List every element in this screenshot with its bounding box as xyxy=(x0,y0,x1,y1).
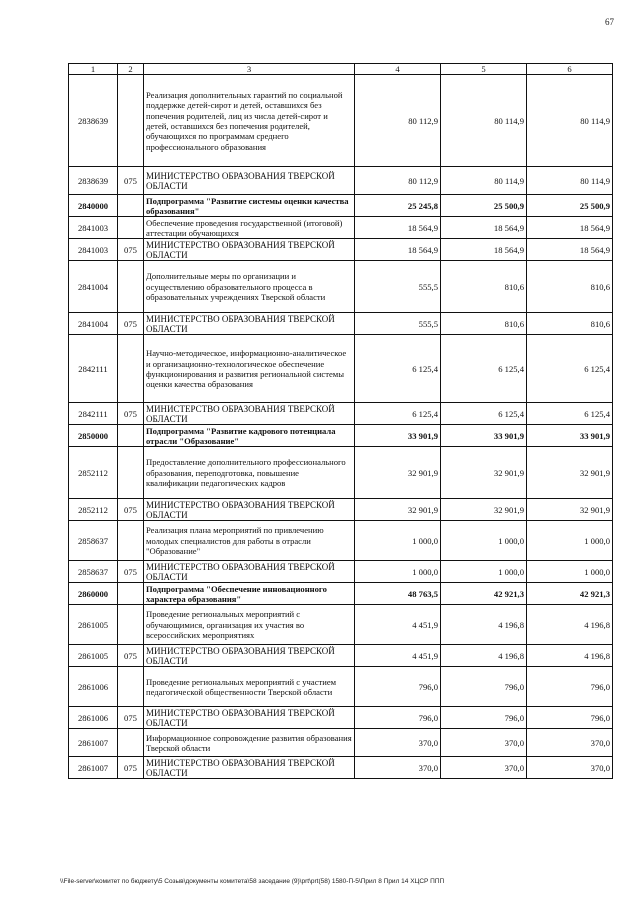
value-col5-cell: 6 125,4 xyxy=(441,403,527,425)
value-col6-cell: 796,0 xyxy=(527,707,613,729)
value-col4-cell: 370,0 xyxy=(355,757,441,779)
description-cell: МИНИСТЕРСТВО ОБРАЗОВАНИЯ ТВЕРСКОЙ ОБЛАСТИ xyxy=(144,313,355,335)
kvr-cell: 075 xyxy=(118,313,144,335)
column-number-header: 5 xyxy=(441,64,527,75)
value-col4-cell: 796,0 xyxy=(355,667,441,707)
value-col5-cell: 1 000,0 xyxy=(441,561,527,583)
value-col4-cell: 32 901,9 xyxy=(355,447,441,499)
description-cell: Обеспечение проведения государственной (итоговой) аттестации обучающихся xyxy=(144,217,355,239)
value-col5-cell: 4 196,8 xyxy=(441,645,527,667)
value-col6-cell: 18 564,9 xyxy=(527,217,613,239)
kvr-cell xyxy=(118,729,144,757)
code-cell: 2850000 xyxy=(69,425,118,447)
ministry-row xyxy=(69,167,613,195)
ministry-row xyxy=(69,403,613,425)
table-row xyxy=(69,729,613,757)
ministry-row xyxy=(69,561,613,583)
ministry-row xyxy=(69,707,613,729)
value-col6-cell: 33 901,9 xyxy=(527,425,613,447)
code-cell: 2841003 xyxy=(69,239,118,261)
description-cell: Подпрограмма "Развитие системы оценки качества образования" xyxy=(144,195,355,217)
column-number-header: 4 xyxy=(355,64,441,75)
code-cell: 2858637 xyxy=(69,561,118,583)
value-col6-cell: 25 500,9 xyxy=(527,195,613,217)
value-col4-cell: 80 112,9 xyxy=(355,167,441,195)
ministry-row xyxy=(69,239,613,261)
code-cell: 2861007 xyxy=(69,757,118,779)
code-cell: 2841004 xyxy=(69,313,118,335)
value-col6-cell: 32 901,9 xyxy=(527,447,613,499)
kvr-cell xyxy=(118,605,144,645)
value-col4-cell: 33 901,9 xyxy=(355,425,441,447)
kvr-cell: 075 xyxy=(118,707,144,729)
description-cell: Дополнительные меры по организации и осуществлению образовательного процесса в образовательных учреждениях Тверской области xyxy=(144,261,355,313)
value-col4-cell: 6 125,4 xyxy=(355,335,441,403)
description-cell: Проведение региональных мероприятий с участием педагогической общественности Тверской области xyxy=(144,667,355,707)
description-cell: Подпрограмма "Обеспечение инновационного характера образования" xyxy=(144,583,355,605)
value-col6-cell: 796,0 xyxy=(527,667,613,707)
value-col6-cell: 42 921,3 xyxy=(527,583,613,605)
value-col5-cell: 42 921,3 xyxy=(441,583,527,605)
kvr-cell: 075 xyxy=(118,561,144,583)
value-col4-cell: 32 901,9 xyxy=(355,499,441,521)
budget-table xyxy=(68,63,613,779)
value-col5-cell: 33 901,9 xyxy=(441,425,527,447)
code-cell: 2860000 xyxy=(69,583,118,605)
value-col5-cell: 32 901,9 xyxy=(441,499,527,521)
value-col6-cell: 810,6 xyxy=(527,313,613,335)
value-col5-cell: 796,0 xyxy=(441,707,527,729)
code-cell: 2842111 xyxy=(69,403,118,425)
code-cell: 2852112 xyxy=(69,447,118,499)
column-number-header: 3 xyxy=(144,64,355,75)
value-col6-cell: 80 114,9 xyxy=(527,167,613,195)
code-cell: 2838639 xyxy=(69,167,118,195)
value-col5-cell: 32 901,9 xyxy=(441,447,527,499)
value-col4-cell: 1 000,0 xyxy=(355,561,441,583)
kvr-cell xyxy=(118,447,144,499)
description-cell: Подпрограмма "Развитие кадрового потенциала отрасли "Образование" xyxy=(144,425,355,447)
kvr-cell xyxy=(118,75,144,167)
description-cell: МИНИСТЕРСТВО ОБРАЗОВАНИЯ ТВЕРСКОЙ ОБЛАСТИ xyxy=(144,707,355,729)
table-row xyxy=(69,335,613,403)
table-row xyxy=(69,75,613,167)
value-col5-cell: 810,6 xyxy=(441,313,527,335)
value-col5-cell: 796,0 xyxy=(441,667,527,707)
code-cell: 2838639 xyxy=(69,75,118,167)
code-cell: 2852112 xyxy=(69,499,118,521)
code-cell: 2841004 xyxy=(69,261,118,313)
value-col4-cell: 6 125,4 xyxy=(355,403,441,425)
description-cell: Проведение региональных мероприятий с обучающимися, организация их участия во всероссийских мероприятиях xyxy=(144,605,355,645)
description-cell: МИНИСТЕРСТВО ОБРАЗОВАНИЯ ТВЕРСКОЙ ОБЛАСТИ xyxy=(144,561,355,583)
value-col5-cell: 810,6 xyxy=(441,261,527,313)
description-cell: Информационное сопровождение развития образования Тверской области xyxy=(144,729,355,757)
value-col6-cell: 6 125,4 xyxy=(527,335,613,403)
table-row xyxy=(69,261,613,313)
table-row xyxy=(69,605,613,645)
value-col4-cell: 18 564,9 xyxy=(355,239,441,261)
file-path-footer: \\File-server\комитет по бюджету\5 Созыв\документы комитета\58 заседание (9)\prt\prt(58) 1580-П-5\Прил 8 Прил 14 ХЦСР ППП xyxy=(60,878,445,885)
kvr-cell xyxy=(118,667,144,707)
value-col6-cell: 370,0 xyxy=(527,757,613,779)
description-cell: Реализация дополнительных гарантий по социальной поддержке детей-сирот и детей, оставшихся без попечения родителей, лиц из числа детей-сирот и детей, оставшихся без попечения родителей, обучающихся по программам среднего профессионального образования xyxy=(144,75,355,167)
ministry-row xyxy=(69,645,613,667)
kvr-cell xyxy=(118,335,144,403)
ministry-row xyxy=(69,757,613,779)
description-cell: Научно-методическое, информационно-аналитическое и организационно-технологическое обеспечение функционирования и развития региональной системы оценки качества образования xyxy=(144,335,355,403)
description-cell: Реализация плана мероприятий по привлечению молодых специалистов для работы в отрасли "Образование" xyxy=(144,521,355,561)
value-col5-cell: 4 196,8 xyxy=(441,605,527,645)
value-col6-cell: 6 125,4 xyxy=(527,403,613,425)
value-col5-cell: 80 114,9 xyxy=(441,75,527,167)
value-col4-cell: 4 451,9 xyxy=(355,605,441,645)
value-col6-cell: 80 114,9 xyxy=(527,75,613,167)
ministry-row xyxy=(69,313,613,335)
value-col6-cell: 4 196,8 xyxy=(527,645,613,667)
value-col5-cell: 370,0 xyxy=(441,757,527,779)
column-number-header: 2 xyxy=(118,64,144,75)
value-col5-cell: 6 125,4 xyxy=(441,335,527,403)
subprogram-row xyxy=(69,583,613,605)
column-number-header: 6 xyxy=(527,64,613,75)
code-cell: 2840000 xyxy=(69,195,118,217)
kvr-cell xyxy=(118,195,144,217)
description-cell: МИНИСТЕРСТВО ОБРАЗОВАНИЯ ТВЕРСКОЙ ОБЛАСТИ xyxy=(144,403,355,425)
page-number: 67 xyxy=(605,17,614,27)
value-col6-cell: 18 564,9 xyxy=(527,239,613,261)
column-number-header: 1 xyxy=(69,64,118,75)
value-col4-cell: 48 763,5 xyxy=(355,583,441,605)
kvr-cell: 075 xyxy=(118,167,144,195)
kvr-cell: 075 xyxy=(118,645,144,667)
subprogram-row xyxy=(69,425,613,447)
subprogram-row xyxy=(69,195,613,217)
value-col5-cell: 25 500,9 xyxy=(441,195,527,217)
description-cell: МИНИСТЕРСТВО ОБРАЗОВАНИЯ ТВЕРСКОЙ ОБЛАСТИ xyxy=(144,167,355,195)
value-col4-cell: 555,5 xyxy=(355,313,441,335)
description-cell: МИНИСТЕРСТВО ОБРАЗОВАНИЯ ТВЕРСКОЙ ОБЛАСТИ xyxy=(144,239,355,261)
value-col5-cell: 18 564,9 xyxy=(441,239,527,261)
code-cell: 2861007 xyxy=(69,729,118,757)
value-col5-cell: 80 114,9 xyxy=(441,167,527,195)
code-cell: 2861006 xyxy=(69,707,118,729)
value-col4-cell: 370,0 xyxy=(355,729,441,757)
column-number-row xyxy=(69,64,613,75)
value-col6-cell: 1 000,0 xyxy=(527,561,613,583)
value-col6-cell: 1 000,0 xyxy=(527,521,613,561)
table-row xyxy=(69,447,613,499)
code-cell: 2861006 xyxy=(69,667,118,707)
kvr-cell xyxy=(118,521,144,561)
code-cell: 2858637 xyxy=(69,521,118,561)
kvr-cell xyxy=(118,583,144,605)
value-col6-cell: 810,6 xyxy=(527,261,613,313)
description-cell: Предоставление дополнительного профессионального образования, переподготовка, повышение квалификации педагогических кадров xyxy=(144,447,355,499)
value-col5-cell: 18 564,9 xyxy=(441,217,527,239)
kvr-cell xyxy=(118,425,144,447)
ministry-row xyxy=(69,499,613,521)
kvr-cell: 075 xyxy=(118,403,144,425)
value-col5-cell: 1 000,0 xyxy=(441,521,527,561)
kvr-cell: 075 xyxy=(118,757,144,779)
value-col4-cell: 1 000,0 xyxy=(355,521,441,561)
code-cell: 2861005 xyxy=(69,645,118,667)
kvr-cell xyxy=(118,261,144,313)
table-row xyxy=(69,667,613,707)
code-cell: 2842111 xyxy=(69,335,118,403)
code-cell: 2861005 xyxy=(69,605,118,645)
kvr-cell: 075 xyxy=(118,239,144,261)
value-col6-cell: 32 901,9 xyxy=(527,499,613,521)
value-col6-cell: 370,0 xyxy=(527,729,613,757)
value-col4-cell: 18 564,9 xyxy=(355,217,441,239)
value-col4-cell: 796,0 xyxy=(355,707,441,729)
description-cell: МИНИСТЕРСТВО ОБРАЗОВАНИЯ ТВЕРСКОЙ ОБЛАСТИ xyxy=(144,645,355,667)
description-cell: МИНИСТЕРСТВО ОБРАЗОВАНИЯ ТВЕРСКОЙ ОБЛАСТИ xyxy=(144,757,355,779)
value-col4-cell: 4 451,9 xyxy=(355,645,441,667)
value-col6-cell: 4 196,8 xyxy=(527,605,613,645)
kvr-cell: 075 xyxy=(118,499,144,521)
value-col4-cell: 25 245,8 xyxy=(355,195,441,217)
table-row xyxy=(69,217,613,239)
kvr-cell xyxy=(118,217,144,239)
value-col4-cell: 80 112,9 xyxy=(355,75,441,167)
value-col5-cell: 370,0 xyxy=(441,729,527,757)
table-row xyxy=(69,521,613,561)
value-col4-cell: 555,5 xyxy=(355,261,441,313)
description-cell: МИНИСТЕРСТВО ОБРАЗОВАНИЯ ТВЕРСКОЙ ОБЛАСТИ xyxy=(144,499,355,521)
code-cell: 2841003 xyxy=(69,217,118,239)
